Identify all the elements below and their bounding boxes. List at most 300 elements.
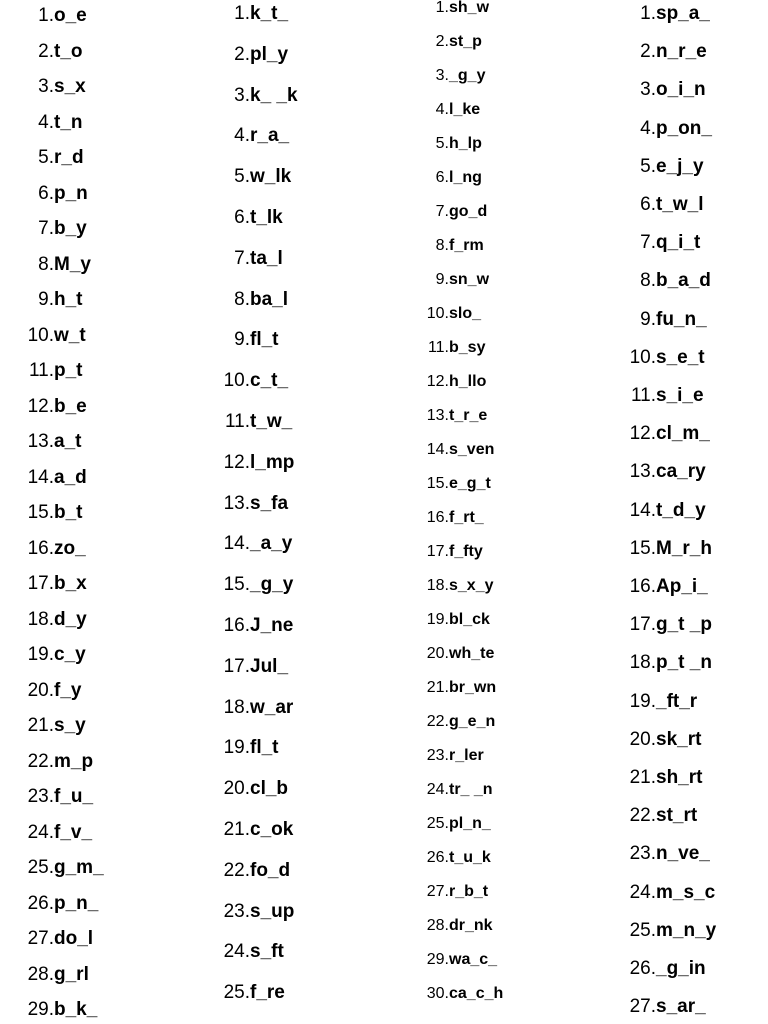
item-number: 19. <box>426 611 449 628</box>
item-number: 19. <box>629 690 656 712</box>
list-item <box>212 45 288 64</box>
list-item <box>212 86 298 105</box>
item-number: 23. <box>27 786 54 807</box>
missing-letter-word: cl_b <box>250 778 289 800</box>
list-item <box>18 645 86 664</box>
list-item <box>212 575 293 594</box>
item-number: 6. <box>38 182 54 204</box>
item-number: 27. <box>629 996 656 1018</box>
list-item <box>622 157 704 176</box>
list-item <box>417 850 491 866</box>
missing-letter-word: n_ve_ <box>656 843 710 865</box>
list-item <box>417 544 483 560</box>
item-number: 10. <box>629 346 656 368</box>
item-number: 15. <box>629 537 656 559</box>
item-number: 23. <box>426 747 449 764</box>
list-item <box>212 126 289 145</box>
missing-letter-word: f_fty <box>449 543 483 560</box>
list-item <box>622 233 700 252</box>
list-item <box>417 204 487 220</box>
list-item <box>212 371 288 390</box>
list-item <box>212 494 288 513</box>
missing-letter-word: _a_y <box>250 533 293 555</box>
missing-letter-word: zo_ <box>54 537 86 559</box>
list-item <box>212 738 279 757</box>
missing-letter-word: k_ _k <box>250 84 298 106</box>
item-number: 4. <box>38 111 54 133</box>
missing-letter-word: ca_ry <box>656 461 706 483</box>
item-number: 25. <box>426 815 449 832</box>
missing-letter-word: a_t <box>54 431 82 452</box>
list-item <box>417 510 484 526</box>
item-number: 1. <box>38 5 54 26</box>
item-number: 8. <box>435 237 449 254</box>
item-number: 5. <box>640 155 656 177</box>
missing-letter-word: o_e <box>54 5 87 26</box>
list-item <box>212 534 292 553</box>
missing-letter-word: _g_in <box>656 958 706 979</box>
list-item <box>417 646 494 662</box>
item-number: 13. <box>629 461 656 483</box>
item-number: 14. <box>27 466 54 488</box>
list-item <box>18 787 93 806</box>
missing-letter-word: t_w_ <box>250 411 293 432</box>
item-number: 10. <box>223 370 250 392</box>
list-item <box>18 148 84 167</box>
item-number: 9. <box>640 308 656 330</box>
item-number: 10. <box>426 305 449 322</box>
item-number: 6. <box>234 207 250 228</box>
item-number: 23. <box>629 843 656 865</box>
list-item <box>417 408 487 424</box>
item-number: 1. <box>640 3 656 24</box>
item-number: 21. <box>223 819 250 840</box>
missing-letter-word: n_r_e <box>656 41 707 63</box>
list-item <box>622 997 706 1016</box>
list-item <box>622 577 708 596</box>
item-number: 14. <box>223 533 250 555</box>
missing-letter-word: s_x <box>54 76 86 97</box>
missing-letter-word: l_ke <box>449 101 481 118</box>
list-item <box>18 361 83 380</box>
missing-letter-word: t_o <box>54 40 83 62</box>
item-number: 21. <box>27 715 54 736</box>
list-item <box>417 918 493 934</box>
missing-letter-word: Ap_i_ <box>656 576 708 597</box>
missing-letter-word: fo_d <box>250 859 291 881</box>
item-number: 8. <box>38 253 54 275</box>
item-number: 24. <box>629 881 656 903</box>
list-item <box>622 4 710 23</box>
missing-letter-word: w_ar <box>250 696 294 718</box>
item-number: 16. <box>629 576 656 597</box>
list-item <box>212 208 283 227</box>
missing-letter-word: p_on_ <box>656 117 712 139</box>
list-item <box>212 779 288 798</box>
item-number: 27. <box>27 928 54 949</box>
list-item <box>18 681 81 700</box>
list-item <box>212 167 291 186</box>
list-item <box>18 219 87 238</box>
item-number: 20. <box>629 728 656 750</box>
missing-letter-word: r_b_t <box>449 883 489 900</box>
item-number: 14. <box>426 441 449 458</box>
list-item <box>622 692 697 711</box>
missing-letter-word: s_ven <box>449 441 495 458</box>
missing-letter-word: _ft_r <box>656 690 698 712</box>
item-number: 3. <box>38 76 54 97</box>
missing-letter-word: Jul_ <box>250 655 289 677</box>
item-number: 6. <box>640 194 656 215</box>
missing-letter-word: s_y <box>54 715 86 736</box>
missing-letter-word: b_k_ <box>54 999 98 1020</box>
missing-letter-word: tr_ _n <box>449 781 493 798</box>
item-number: 9. <box>435 271 449 288</box>
item-number: 20. <box>426 645 449 662</box>
list-item <box>212 412 292 431</box>
list-item <box>622 806 697 825</box>
item-number: 29. <box>27 999 54 1020</box>
item-number: 17. <box>426 543 449 560</box>
item-number: 4. <box>435 101 449 118</box>
item-number: 5. <box>38 147 54 168</box>
item-number: 16. <box>223 615 250 636</box>
list-item <box>18 929 93 948</box>
item-number: 3. <box>435 67 449 84</box>
missing-letter-word: ca_c_h <box>449 985 504 1002</box>
missing-letter-word: sn_w <box>449 271 490 288</box>
list-item <box>417 442 494 458</box>
item-number: 16. <box>27 537 54 559</box>
list-item <box>212 902 294 921</box>
missing-letter-word: h_t <box>54 289 83 310</box>
list-item <box>417 816 491 832</box>
list-item <box>622 539 712 558</box>
list-item <box>212 942 284 961</box>
item-number: 22. <box>27 750 54 772</box>
list-item <box>622 310 707 329</box>
item-number: 17. <box>629 614 656 636</box>
item-number: 18. <box>27 608 54 630</box>
item-number: 24. <box>426 781 449 798</box>
list-item <box>18 823 92 842</box>
missing-letter-word: l_mp <box>250 451 295 473</box>
item-number: 26. <box>629 958 656 979</box>
list-item <box>212 983 285 1002</box>
list-item <box>212 861 290 880</box>
list-item <box>417 986 503 1002</box>
item-number: 8. <box>640 270 656 292</box>
missing-letter-word: f_y <box>54 679 82 701</box>
list-item <box>18 113 83 132</box>
item-number: 5. <box>435 135 449 152</box>
item-number: 3. <box>234 84 250 106</box>
item-number: 7. <box>640 232 656 254</box>
item-number: 3. <box>640 79 656 101</box>
list-item <box>417 578 494 594</box>
list-item <box>212 657 288 676</box>
item-number: 19. <box>223 737 250 759</box>
list-item <box>417 476 491 492</box>
list-item <box>212 330 279 349</box>
item-number: 21. <box>629 767 656 788</box>
list-item <box>18 574 87 593</box>
list-item <box>417 714 495 730</box>
list-item <box>212 698 293 717</box>
list-item <box>417 374 486 390</box>
item-number: 4. <box>640 117 656 139</box>
missing-letter-word: p_t <box>54 360 83 381</box>
missing-letter-word: t_d_y <box>656 499 706 521</box>
missing-letter-word: s_i_e <box>656 385 704 406</box>
item-number: 15. <box>426 475 449 492</box>
list-item <box>18 77 86 96</box>
item-number: 15. <box>27 502 54 523</box>
list-item <box>18 6 87 25</box>
missing-letter-word: b_t <box>54 502 83 523</box>
item-number: 4. <box>234 125 250 147</box>
item-number: 24. <box>27 821 54 843</box>
list-item <box>622 348 705 367</box>
list-item <box>622 42 707 61</box>
item-number: 11. <box>224 411 250 432</box>
missing-letter-word: _g_y <box>449 67 486 84</box>
list-item <box>18 894 98 913</box>
list-item <box>18 610 87 629</box>
item-number: 29. <box>426 951 449 968</box>
missing-letter-word: g_t _p <box>656 614 712 636</box>
missing-letter-word: sk_rt <box>656 728 702 750</box>
item-number: 17. <box>223 655 250 677</box>
list-item <box>417 952 497 968</box>
missing-letter-word: b_y <box>54 218 87 239</box>
missing-letter-word: q_i_t <box>656 232 701 254</box>
missing-letter-word: w_t <box>54 324 86 346</box>
list-item <box>417 136 482 152</box>
item-number: 22. <box>629 805 656 827</box>
missing-letter-word: st_p <box>449 33 482 50</box>
missing-letter-word: m_n_y <box>656 919 717 941</box>
missing-letter-word: fl_t <box>250 737 279 759</box>
missing-letter-word: s_x_y <box>449 577 494 594</box>
item-number: 6. <box>435 169 449 186</box>
item-number: 14. <box>629 499 656 521</box>
list-item <box>417 612 490 628</box>
item-number: 20. <box>27 679 54 701</box>
missing-letter-word: f_v_ <box>54 821 93 843</box>
list-item <box>18 716 86 735</box>
item-number: 13. <box>426 407 449 424</box>
list-item <box>212 453 294 472</box>
item-number: 28. <box>27 963 54 985</box>
missing-letter-word: br_wn <box>449 679 497 696</box>
missing-letter-word: r_ler <box>449 747 484 764</box>
item-number: 12. <box>27 395 54 417</box>
list-item <box>622 424 710 443</box>
missing-letter-word: go_d <box>449 203 488 220</box>
list-item <box>212 290 288 309</box>
missing-letter-word: h_llo <box>449 373 487 390</box>
list-item <box>417 102 480 118</box>
missing-letter-word: c_y <box>54 644 86 665</box>
list-item <box>622 921 716 940</box>
item-number: 12. <box>223 451 250 473</box>
item-number: 24. <box>223 941 250 963</box>
item-number: 12. <box>426 373 449 390</box>
missing-letter-word: b_a_d <box>656 270 711 292</box>
missing-letter-word: sh_rt <box>656 767 703 788</box>
missing-letter-word: do_l <box>54 928 94 949</box>
item-number: 25. <box>629 919 656 941</box>
missing-letter-word: w_lk <box>250 166 292 188</box>
item-number: 11. <box>630 385 656 406</box>
item-number: 2. <box>640 41 656 63</box>
item-number: 2. <box>38 40 54 62</box>
missing-letter-word: m_s_c <box>656 881 716 903</box>
missing-letter-word: b_x <box>54 573 87 594</box>
missing-letter-word: _g_y <box>250 574 294 596</box>
missing-letter-word: sp_a_ <box>656 3 710 24</box>
list-item <box>18 539 86 558</box>
list-item <box>212 4 288 23</box>
list-item <box>622 271 711 290</box>
list-item <box>622 386 704 405</box>
list-item <box>18 858 104 877</box>
missing-letter-word: slo_ <box>449 305 482 322</box>
missing-letter-word: e_j_y <box>656 155 704 177</box>
item-number: 12. <box>629 423 656 445</box>
item-number: 2. <box>234 43 250 65</box>
missing-letter-word: p_t _n <box>656 652 712 674</box>
list-item <box>18 184 88 203</box>
list-item <box>18 397 87 416</box>
missing-letter-word: fu_n_ <box>656 308 707 330</box>
list-item <box>417 340 485 356</box>
missing-letter-word: cl_m_ <box>656 423 710 445</box>
list-item <box>18 752 93 771</box>
item-number: 30. <box>426 985 449 1002</box>
missing-letter-word: r_a_ <box>250 125 290 147</box>
list-item <box>417 680 496 696</box>
item-number: 8. <box>234 288 250 310</box>
missing-letter-word: s_fa <box>250 492 289 514</box>
missing-letter-word: c_ok <box>250 819 294 840</box>
missing-letter-word: o_i_n <box>656 79 706 101</box>
item-number: 23. <box>223 900 250 922</box>
missing-letter-word: f_rm <box>449 237 484 254</box>
item-number: 17. <box>27 573 54 594</box>
list-item <box>417 68 485 84</box>
item-number: 25. <box>223 982 250 1004</box>
list-item <box>622 844 710 863</box>
item-number: 11. <box>427 339 449 356</box>
item-number: 21. <box>426 679 449 696</box>
missing-letter-word: M_r_h <box>656 537 712 559</box>
missing-letter-word: ta_l <box>250 247 283 269</box>
missing-letter-word: sh_w <box>449 0 490 16</box>
missing-letter-word: g_m_ <box>54 857 104 878</box>
missing-letter-word: a_d <box>54 466 87 488</box>
missing-letter-word: t_r_e <box>449 407 488 424</box>
missing-letter-word: t_n <box>54 111 83 133</box>
missing-letter-word: e_g_t <box>449 475 491 492</box>
missing-letter-word: wa_c_ <box>449 951 498 968</box>
item-number: 22. <box>426 713 449 730</box>
list-item <box>417 34 482 50</box>
list-item <box>622 883 715 902</box>
missing-letter-word: pl_n_ <box>449 815 491 832</box>
missing-letter-word: t_lk <box>250 207 283 228</box>
missing-letter-word: J_ne <box>250 615 294 636</box>
list-item <box>417 884 488 900</box>
missing-letter-word: r_d <box>54 147 84 168</box>
missing-letter-word: g_rl <box>54 963 89 985</box>
list-item <box>212 820 293 839</box>
item-number: 26. <box>27 892 54 914</box>
item-number: 1. <box>435 0 449 16</box>
missing-letter-word: dr_nk <box>449 917 493 934</box>
item-number: 18. <box>223 696 250 718</box>
item-number: 10. <box>27 324 54 346</box>
missing-letter-word: s_up <box>250 900 295 922</box>
list-item <box>417 170 482 186</box>
item-number: 26. <box>426 849 449 866</box>
missing-letter-word: fl_t <box>250 329 279 351</box>
list-item <box>18 468 87 487</box>
list-item <box>18 965 89 984</box>
list-item <box>18 255 91 274</box>
list-item <box>18 1000 97 1019</box>
item-number: 9. <box>38 289 54 310</box>
missing-letter-word: p_n_ <box>54 892 99 914</box>
missing-letter-word: m_p <box>54 750 94 772</box>
missing-letter-word: p_n <box>54 182 88 204</box>
missing-letter-word: f_rt_ <box>449 509 484 526</box>
missing-letter-word: pl_y <box>250 43 289 65</box>
item-number: 28. <box>426 917 449 934</box>
missing-letter-word: d_y <box>54 608 87 630</box>
list-item <box>417 272 489 288</box>
missing-letter-word: s_e_t <box>656 346 705 368</box>
list-item <box>417 782 493 798</box>
list-item <box>622 730 701 749</box>
list-item <box>622 959 706 978</box>
missing-letter-word: b_sy <box>449 339 486 356</box>
missing-letter-word: l_ng <box>449 169 482 186</box>
list-item <box>622 195 704 214</box>
item-number: 20. <box>223 778 250 800</box>
item-number: 2. <box>435 33 449 50</box>
list-item <box>622 615 712 634</box>
item-number: 7. <box>38 218 54 239</box>
list-item <box>18 326 86 345</box>
item-number: 19. <box>27 644 54 665</box>
list-item <box>417 0 489 16</box>
missing-letter-word: k_t_ <box>250 3 289 24</box>
list-item <box>212 616 293 635</box>
item-number: 18. <box>629 652 656 674</box>
missing-letter-word: bl_ck <box>449 611 490 628</box>
item-number: 7. <box>234 247 250 269</box>
list-item <box>622 80 706 99</box>
item-number: 15. <box>223 574 250 596</box>
item-number: 25. <box>27 857 54 878</box>
list-item <box>622 653 712 672</box>
missing-letter-word: wh_te <box>449 645 495 662</box>
item-number: 9. <box>234 329 250 351</box>
list-item <box>417 748 484 764</box>
missing-letter-word: f_re <box>250 982 285 1004</box>
